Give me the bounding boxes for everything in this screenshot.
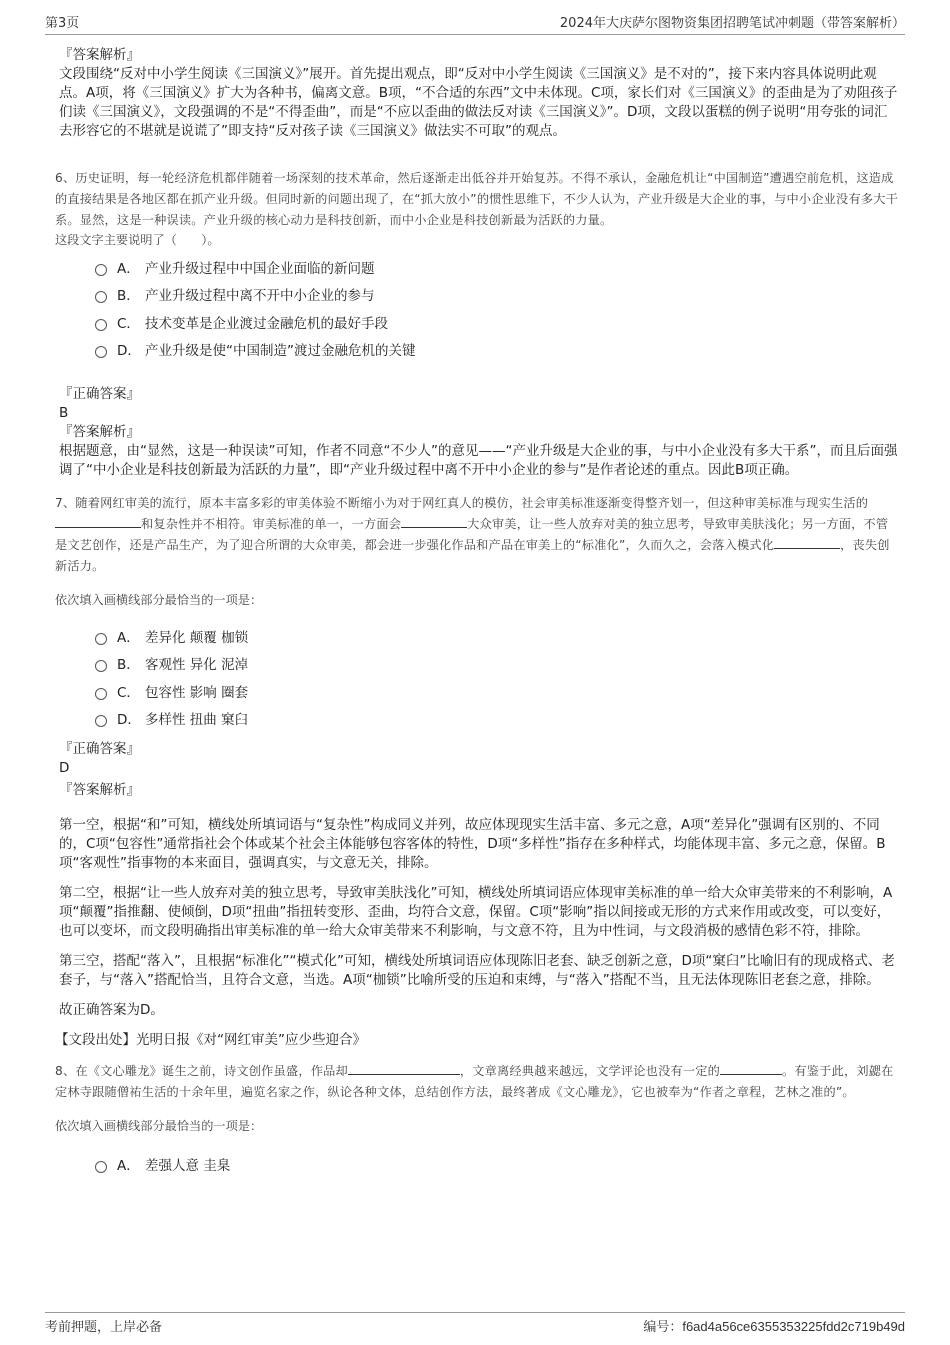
option-list [95,622,900,732]
radio-icon[interactable] [95,688,107,700]
option-key: B． [117,288,140,305]
analysis-text: 文段围绕“反对中小学生阅读《三国演义》”展开。首先提出观点，即“反对中小学生阅读《三国演义》是不对的”，接下来内容具体说明此观点。A项，将《三国演义》扩大为各种书，偏离文意。B项，“不合适的东西”文中未体现。C项，家长们对《三国演义》的歪曲是为了劝阻孩子们读《三国演义》，文段强调的不是“不得歪曲”，而是“不应以歪曲的做法反对读《三国演义》”。D项，文段以蛋糕的例子说明“用夸张的词汇去形容它的不堪就是说谎了”即支持“反对孩子读《三国演义》做法实不可取”的观点。 [59,66,898,139]
option-text: 产业升级是使“中国制造”渡过金融危机的关键 [145,343,416,360]
stem-part: 8、在《文心雕龙》诞生之前，诗文创作虽盛，作品却 [55,1064,348,1078]
option-c[interactable] [95,308,900,336]
stem-part: ，丧失创新活力。 [55,538,890,573]
question-prompt: 依次填入画横线部分最恰当的一项是： [55,593,263,607]
option-key: B． [117,657,140,674]
radio-icon[interactable] [95,346,107,358]
option-a[interactable] [95,622,900,650]
option-text: 包容性 影响 圈套 [145,684,249,701]
answer-label: 『正确答案』 [59,386,140,402]
radio-icon[interactable] [95,1161,107,1173]
question-prompt: 这段文字主要说明了（ ）。 [55,233,220,247]
question-stem: 6、历史证明，每一轮经济危机都伴随着一场深刻的技术革命，然后逐渐走出低谷并开始复苏。不得不承认，金融危机让“中国制造”遭遇空前危机，这造成的直接结果是各地区都在抓产业升级。但同时新的问题出现了，在“抓大放小”的惯性思维下，不少人认为，产业升级是大企业的事，与中小企业没有多大干系。显然，这是一种误读。产业升级的核心动力是科技创新，而中小企业是科技创新最为活跃的力量。 [55,171,898,227]
analysis-label: 『答案解析』 [59,47,140,63]
question-6 [55,168,900,480]
analysis-paragraph: 第二空，根据“让一些人放弃对美的独立思考，导致审美肤浅化”可知，横线处所填词语应体现审美标准的单一给大众审美带来的不利影响，A项“颠覆”指推翻、使倾倒，D项“扭曲”指扭转变形、歪曲，均符合文意，保留。C项“影响”指以间接或无形的方式来作用或改变，可以变好，也可以变坏，而文段明确指出审美标准的单一给大众审美带来不利影响，与文意不符，且为中性词，与文段消极的感情色彩不符，排除。 [59,885,893,939]
option-key: D． [117,712,141,729]
answer-block [59,385,900,480]
code-label: 编号： [643,1320,683,1335]
source-note: 【文段出处】光明日报《对“网红审美”应少些迎合》 [55,1032,366,1048]
question-8 [55,1061,900,1178]
page-content [55,46,900,1178]
radio-icon[interactable] [95,291,107,303]
radio-icon[interactable] [95,264,107,276]
option-key: C． [117,315,140,332]
question-7 [55,493,900,1050]
page-footer [45,1312,905,1337]
radio-icon[interactable] [95,715,107,727]
answer-block [55,740,900,1050]
stem-part: 和复杂性并不相符。审美标准的单一，一方面会 [141,517,402,531]
option-key: C． [117,684,140,701]
option-text: 技术变革是企业渡过金融危机的最好手段 [145,315,388,332]
stem-part: 大众审美，让一些人放弃对美的独立思考，导致审美肤浅化；另一方面，不管是文艺创作，还是产品生产，为了迎合所谓的大众审美，都会进一步强化作品和产品在审美上的“标准化”，久而久之，会落入模式化 [55,517,889,552]
analysis-text: 根据题意，由“显然，这是一种误读”可知，作者不同意“不少人”的意见——“产业升级是大企业的事，与中小企业没有多大干系”，而且后面强调了“中小企业是科技创新最为活跃的力量”，即“产业升级过程中离不开中小企业的参与”是作者论述的重点。因此B项正确。 [59,443,898,478]
radio-icon[interactable] [95,660,107,672]
option-text: 差异化 颠覆 枷锁 [145,629,249,646]
page-number: 第3页 [45,16,80,31]
question-prompt: 依次填入画横线部分最恰当的一项是： [55,1119,263,1133]
option-c[interactable] [95,677,900,705]
option-a[interactable] [95,1150,900,1178]
option-d[interactable] [95,705,900,733]
answer-label: 『正确答案』 [59,741,140,757]
option-text: 产业升级过程中离不开中小企业的参与 [145,288,375,305]
option-text: 产业升级过程中中国企业面临的新问题 [145,260,375,277]
document-code [643,1316,905,1335]
code-value: f6ad4a56ce6355353225fdd2c719b49d [682,1319,905,1334]
option-key: A． [117,629,140,646]
option-key: A． [117,260,140,277]
option-key: D． [117,343,141,360]
answer-value: B [59,405,69,421]
analysis-paragraph: 故正确答案为D。 [59,1002,164,1018]
option-list [95,253,900,363]
analysis-label: 『答案解析』 [59,424,140,440]
analysis-label: 『答案解析』 [59,782,140,798]
analysis-paragraph: 第三空，搭配“落入”，且根据“标准化”“模式化”可知，横线处所填词语应体现陈旧老套、缺乏创新之意，D项“窠臼”比喻旧有的现成格式、老套子，与“落入”搭配恰当，且符合文意，当选。A项“枷锁”比喻所受的压迫和束缚，与“落入”搭配不当，且无法体现陈旧老套之意，排除。 [59,953,895,988]
q5-analysis [59,46,900,141]
fill-blank [774,535,840,549]
option-text: 客观性 异化 泥淖 [145,657,249,674]
option-b[interactable] [95,650,900,678]
footer-slogan: 考前押题，上岸必备 [45,1320,163,1335]
radio-icon[interactable] [95,319,107,331]
option-a[interactable] [95,253,900,281]
document-title: 2024年大庆萨尔图物资集团招聘笔试冲刺题（带答案解析） [559,16,905,31]
stem-part: 。有鉴于此，刘勰在定林寺跟随僧祐生活的十余年里，遍览名家之作，纵论各种文体，总结创作方法，最终著成《文心雕龙》，它也被奉为“作者之章程，艺林之准的”。 [55,1064,894,1099]
radio-icon[interactable] [95,633,107,645]
option-d[interactable] [95,336,900,364]
option-list [95,1150,900,1178]
option-text: 多样性 扭曲 窠臼 [145,712,249,729]
fill-blank [720,1061,782,1075]
answer-value: D [59,760,70,776]
question-stem [55,493,900,577]
stem-part: ，文章离经典越来越远，文学评论也没有一定的 [459,1064,721,1078]
stem-part: 7、随着网红审美的流行，原本丰富多彩的审美体验不断缩小为对于网红真人的模仿，社会审美标准逐渐变得整齐划一，但这种审美标准与现实生活的 [55,496,869,510]
question-stem [55,1061,900,1103]
analysis-paragraph: 第一空，根据“和”可知，横线处所填词语与“复杂性”构成同义并列，故应体现现实生活丰富、多元之意，A项“差异化”强调有区别的、不同的，C项“包容性”通常指社会个体或某个社会主体能够包容客体的特性，D项“多样性”指存在多种样式，均能体现丰富、多元之意，保留。B项“客观性”指事物的本来面目，强调真实，与文意无关，排除。 [59,817,886,871]
page-header [45,12,905,35]
fill-blank [401,514,467,528]
option-key: A． [117,1157,140,1174]
option-text: 差强人意 圭臬 [145,1157,231,1174]
fill-blank [55,514,141,528]
fill-blank [348,1061,460,1075]
option-b[interactable] [95,281,900,309]
